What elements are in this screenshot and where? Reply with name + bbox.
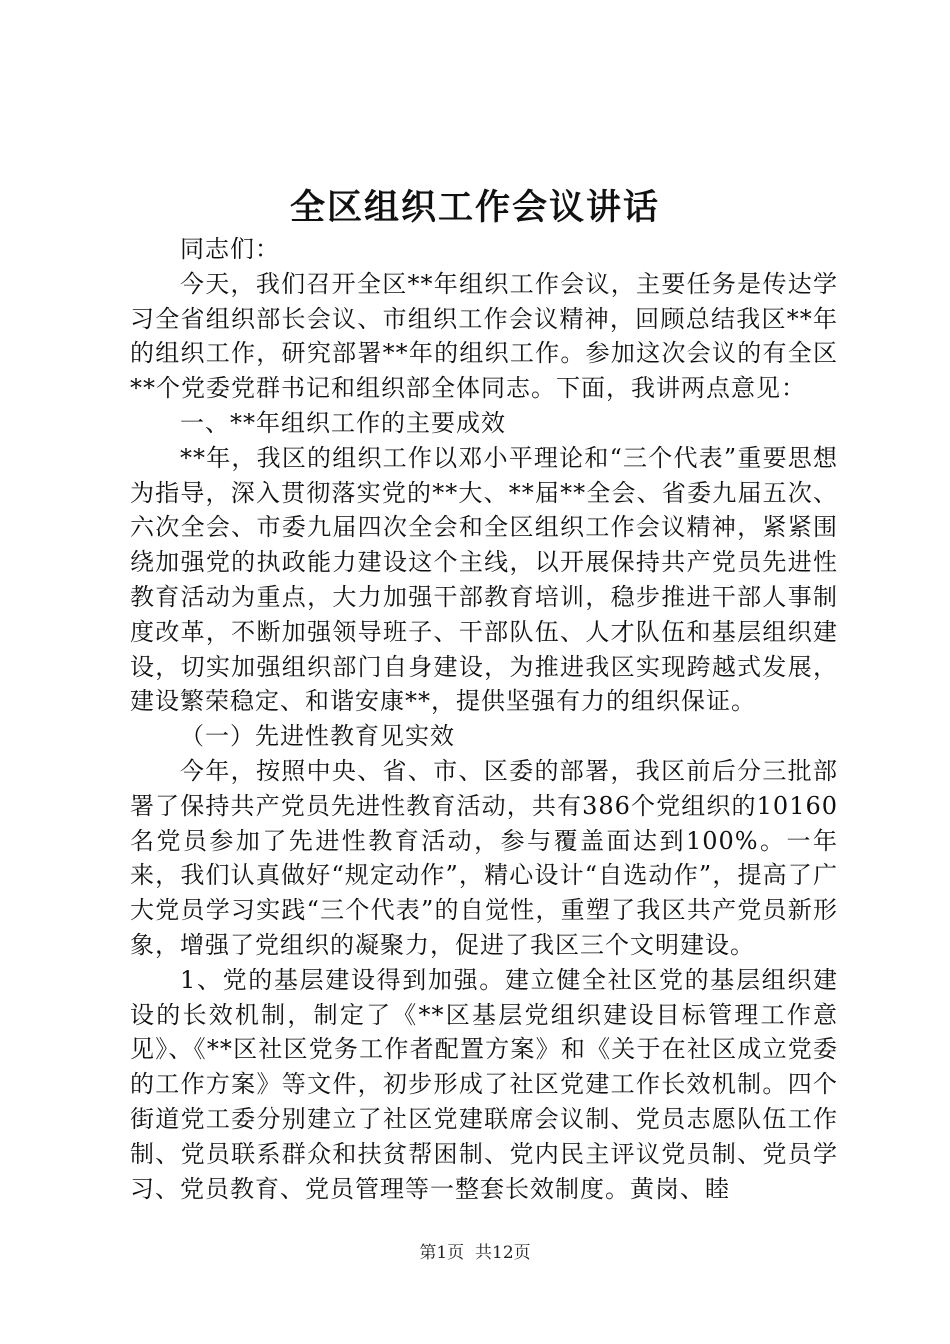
paragraph-summary: **年，我区的组织工作以邓小平理论和“三个代表”重要思想为指导，深入贯彻落实党的**大、**届**全会、省委九届五次、六次全会、市委九届四次全会和全区组织工作会议精神，紧紧围绕加强党的执政能力建设这个主线，以开展保持共产党员先进性教育活动为重点，大力加强干部教育培训，稳步推进干部人事制度改革，不断加强领导班子、干部队伍、人才队伍和基层组织建设，切实加强组织部门自身建设，为推进我区实现跨越式发展，建设繁荣稳定、和谐安康**，提供坚强有力的组织保证。 <box>130 443 838 716</box>
document-body <box>130 232 838 1206</box>
document-title: 全区组织工作会议讲话 <box>289 188 660 228</box>
subsection-heading: （一）先进性教育见实效 <box>180 722 455 751</box>
page-total: 共12页 <box>475 1243 531 1263</box>
page-footer <box>0 1241 950 1265</box>
paragraph-grassroots: 1、党的基层建设得到加强。建立健全社区党的基层组织建设的长效机制，制定了《**区基层党组织建设目标管理工作意见》、《**区社区党务工作者配置方案》和《关于在社区成立党委的工作方案》等文件，初步形成了社区党建工作长效机制。四个街道党工委分别建立了社区党建联席会议制、党员志愿队伍工作制、党员联系群众和扶贫帮困制、党内民主评议党员制、党员学习、党员教育、党员管理等一整套长效制度。黄岗、睦 <box>130 965 838 1203</box>
paragraph-intro: 今天，我们召开全区**年组织工作会议，主要任务是传达学习全省组织部长会议、市组织工作会议精神，回顾总结我区**年的组织工作，研究部署**年的组织工作。参加这次会议的有全区**个党委党群书记和组织部全体同志。下面，我讲两点意见： <box>130 269 838 403</box>
paragraph-salutation: 同志们： <box>180 235 280 263</box>
paragraph-education: 今年，按照中央、省、市、区委的部署，我区前后分三批部署了保持共产党员先进性教育活动，共有386个党组织的10160名党员参加了先进性教育活动，参与覆盖面达到100%。一年来，我们认真做好“规定动作”，精心设计“自选动作”，提高了广大党员学习实践“三个代表”的自觉性，重塑了我区共产党员新形象，增强了党组织的凝聚力，促进了我区三个文明建设。 <box>130 756 838 959</box>
section-heading: 一、**年组织工作的主要成效 <box>180 408 506 437</box>
page-number: 第1页 <box>419 1243 465 1263</box>
